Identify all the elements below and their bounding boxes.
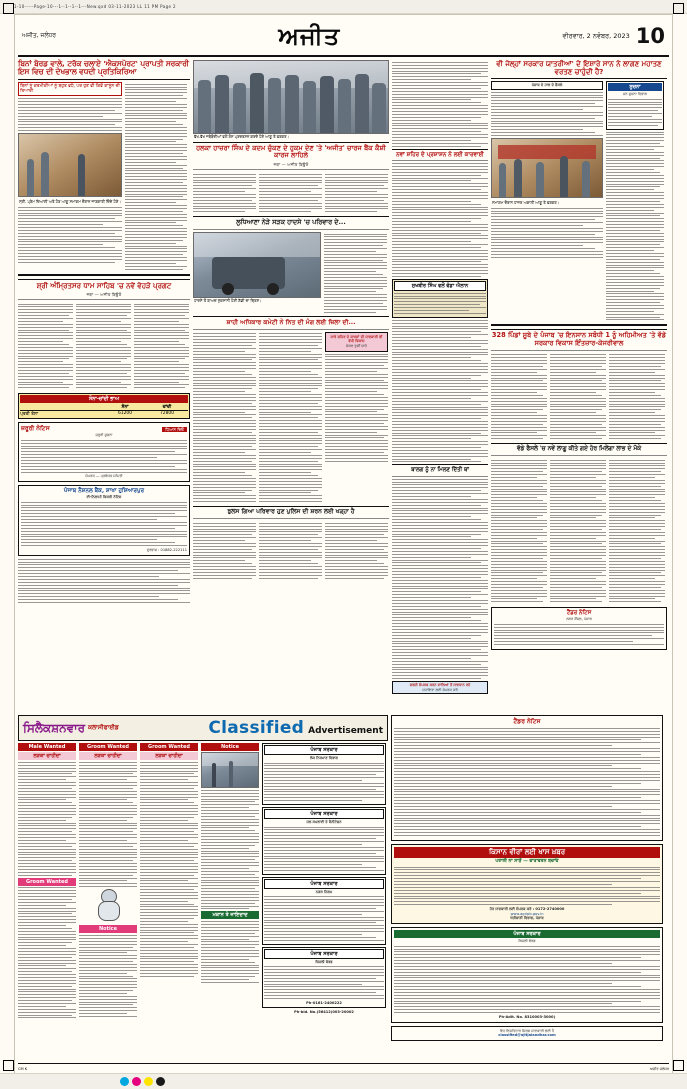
newspaper-sheet <box>14 14 673 1074</box>
page-number: 10 <box>635 23 665 48</box>
masthead-date: ਵੀਰਵਾਰ, 2 ਨਵੰਬਰ, 2023 <box>562 31 630 40</box>
right-photo-1 <box>491 138 603 198</box>
classified-col-body-3 <box>201 790 259 910</box>
crop-mark-tl <box>3 3 14 14</box>
classified-subbox-2: Notice <box>79 925 137 933</box>
right-tender-ad <box>491 607 667 650</box>
right-tender-body <box>494 624 664 645</box>
rate-col-silver: ਚਾਂਦੀ <box>162 405 172 411</box>
rate-silver-value: 72800 <box>160 411 174 417</box>
classified-col-sub-2: ਲੜਕਾ ਚਾਹੀਦਾ <box>140 752 198 760</box>
govt-sub-0: ਲੋਕ ਨਿਰਮਾਣ ਵਿਭਾਗ <box>310 756 338 760</box>
mid-ad-warning <box>392 681 488 694</box>
classified-col-sub-0: ਲੜਕਾ ਚਾਹੀਦਾ <box>18 752 76 760</box>
mid-box-announce <box>392 279 488 318</box>
left-tail-body <box>18 559 190 603</box>
left-ad2-line: ਈ-ਨਿਲਾਮੀ ਵਿਕਰੀ ਨੋਟਿਸ <box>86 495 122 500</box>
classified-email-box <box>391 1026 663 1041</box>
center-body-d <box>324 232 387 315</box>
center-body-g <box>325 354 388 462</box>
center-byline-1: ਜਥਾ — ਅਜੀਤ ਬਿਊਰੋ <box>273 161 309 167</box>
govt-body-0 <box>264 763 384 802</box>
right-body-4c <box>609 458 665 604</box>
center-highlight-box <box>325 332 388 352</box>
left-ad2-contact: ਦੂਰਭਾਸ਼ : 01882-222111 <box>146 547 187 552</box>
left-lead-subhead: ਬਿਨਾਂ ਨੂੰ ਕਰਮੀਕੀਆਂ ਨੂੰ ਬਹੁਤ ਵਧੇ, ਪਰ ਹੁਣ ਵੀ ਕਿਵੇਂ ਕਾਨੂੰਨ ਦੀ ਤਿਆਰੀ <box>18 82 122 97</box>
right-tender-title: ਟੈਂਡਰ ਨੋਟਿਸ <box>566 610 592 617</box>
classified-logo: ਸਿਲੈਕਸ਼ਨਵਾਰ <box>23 720 86 735</box>
classified-col-head-2: Groom Wanted <box>140 743 198 751</box>
classified-photo <box>201 752 259 788</box>
left-photo-1-caption: ਸ੍ਰੀ. ਪ੍ਰੇਮ ਦਿਆਲੀ ਅਤੇ ਹੋਰ ਆਗੂ ਸਮਾਗਮ ਦੌਰਾਨ ਜਾਣਕਾਰੀ ਦਿੰਦੇ ਹੋਏ। <box>19 199 121 205</box>
crop-mark-bl <box>3 1060 14 1071</box>
govt-title-0: ਪੰਜਾਬ ਸਰਕਾਰ <box>264 745 384 755</box>
govt-section-3 <box>262 947 386 1008</box>
mid-body-3 <box>392 479 488 679</box>
govt-notice-body <box>394 946 660 1013</box>
center-headline-2: ਲੁਧਿਆਣਾ ਨੇੜੇ ਸੜਕ ਹਾਦਸੇ 'ਚ ਪਰਿਵਾਰ ਦੇ... <box>236 218 346 227</box>
left-col-a <box>18 302 73 391</box>
classified-col-head-1: Groom Wanted <box>79 743 137 751</box>
left-byline-2: ਜਥਾ — ਅਜੀਤ ਬਿਊਰੋ <box>86 291 122 297</box>
govt-ad-line-2: ਹੋਰ ਜਾਣਕਾਰੀ ਲਈ ਸੰਪਰਕ ਕਰੋ : 0172-2740000 <box>489 907 565 912</box>
govt-title-1: ਪੰਜਾਬ ਸਰਕਾਰ <box>264 809 384 819</box>
sheet-footer <box>18 1063 669 1073</box>
left-ad2-body <box>21 502 187 546</box>
center-photo-2-caption: ਹਾਦਸੇ ਤੋਂ ਬਾਅਦ ਨੁਕਸਾਨੀ ਹੋਈ ਗੱਡੀ ਦਾ ਦ੍ਰਿਸ਼। <box>194 297 262 303</box>
govt-section-0 <box>262 743 386 805</box>
print-footer-bar <box>0 1073 687 1089</box>
mid-box-body <box>394 293 486 314</box>
govt-ad-notice-2 <box>391 927 663 1023</box>
right-headline-3: ਵੱਡੇ ਫੈਸਲੇ 'ਚ ਨਵੇਂ ਲਾਗੂ ਕੀਤੇ ਗਏ ਹੋਰ ਮਿਲੇਗਾ ਲਾਭ ਦੇ ਮੌਕੇ <box>516 446 642 453</box>
left-photo-1 <box>18 133 122 197</box>
left-lead-headline: ਬਿਨਾਂ ਬੋਰਡ ਵਾਲੇ, ਟਰੱਕ ਚਲਾਏ 'ਐਕਸਪੋਰਟ' ਪ੍ਰਾਪਤੀ ਸਰਕਾਰੀ ਇਸ ਵਿਚ ਦੀ ਦੇਖਭਾਲ ਵਧਦੀ ਪ੍ਰਤਿਕਿਰਿਆ <box>18 59 189 77</box>
masthead-edition: ਅਜੀਤ, ਜਲੰਧਰ <box>22 32 57 39</box>
govt-section-1 <box>262 807 386 875</box>
left-body-2 <box>18 207 122 263</box>
classified-col-body-1b <box>79 935 137 1017</box>
govt-ad-tender <box>391 715 663 841</box>
right-sidebar-box <box>606 81 664 129</box>
left-ad-subtitle: ਜ਼ਰੂਰੀ ਸੂਚਨਾ <box>95 433 113 438</box>
left-col-b <box>76 302 131 391</box>
left-ad-footer: ਸੰਪਰਕ — ਪ੍ਰਬੰਧਕ ਸਮਿਤੀ <box>85 474 123 479</box>
footer-right-text: ਅਜੀਤ ਜਲੰਧਰ <box>649 1066 669 1071</box>
right-photo-caption: ਸਮਾਗਮ ਦੌਰਾਨ ਹਾਜ਼ਰ ਅਕਾਲੀ ਆਗੂ ਤੇ ਵਰਕਰ। <box>492 200 560 206</box>
left-ad-body <box>21 440 187 473</box>
govt-sub-1: ਜਲ ਸਪਲਾਈ ਤੇ ਸੈਨੀਟੇਸ਼ਨ <box>306 820 342 825</box>
left-ad-bank <box>18 485 190 555</box>
footer-left-mark: CM K <box>18 1066 28 1071</box>
right-body-2 <box>491 208 603 258</box>
left-ad2-title: ਪੰਜਾਬ ਨੈਸ਼ਨਲ ਬੈਂਕ, ਸ਼ਾਖਾ ਹੁਸ਼ਿਆਰਪੁਰ <box>63 488 145 495</box>
right-sidebar-body <box>608 99 662 126</box>
center-body-e <box>193 332 256 504</box>
govt-ad-body <box>394 867 660 906</box>
classified-email[interactable]: classified@ajitjalandhar.com <box>498 1033 556 1038</box>
classified-subbox-0: Groom Wanted <box>18 878 76 886</box>
classified-section <box>18 715 669 1069</box>
govt-title-3: ਪੰਜਾਬ ਸਰਕਾਰ <box>264 949 384 959</box>
center-box-line2: ਜੇਕਰ ਤੁਸੀਂ ਚਾਹੋ <box>346 343 367 348</box>
classified-col-body-0 <box>18 762 76 876</box>
rate-row-label: ਪ੍ਰਤੀ ਤੋਲਾ <box>20 412 39 418</box>
center-photo-main <box>193 60 389 134</box>
center-photo-caption: ਵੱਖ-ਵੱਖ ਜਥੇਬੰਦੀਆਂ ਵਲੋਂ ਰੋਸ ਪ੍ਰਦਰਸ਼ਨ ਕਰਦੇ ਹੋਏ ਆਗੂ ਤੇ ਵਰਕਰ। <box>194 134 290 139</box>
right-lead-body <box>491 92 603 136</box>
classified-contact: Ph-0161-2400222 <box>306 1000 342 1005</box>
center-photo-2 <box>193 232 321 298</box>
govt-section-2 <box>262 877 386 945</box>
govt-ad-farmers <box>391 844 663 924</box>
masthead-right <box>562 23 665 48</box>
classified-subbox-4: ਮਕਾਨ ਤੇ ਜਾਇਦਾਦ <box>201 911 259 919</box>
left-headline-2: ਸ਼੍ਰੀ ਅੰਮ੍ਰਿਤਸਰ ਧਾਮ ਸਾਹਿਬ 'ਚ ਨਵੇਂ ਵੇਹੜੇ ਪ੍ਰਗਟ <box>36 281 172 290</box>
center-headline-1: ਹਲਕਾ ਹਾਜ਼ਰਾ ਸਿੰਘ ਦੇ ਕਦਮ ਚੁੱਕਣ ਦੇ ਹੁਕਮ ਦੇਣ 'ਤੇ 'ਅਜੀਤ' ਚਾਰਜ ਬੈਂਕ ਕੈਸ਼ੀ ਕਾਰਜ ਲਾਹਿਲੇ <box>196 143 386 160</box>
govt-ad-web[interactable]: www.agripb.gov.in <box>510 911 544 916</box>
classified-word-sub: Advertisement <box>308 726 383 736</box>
right-body-4a <box>491 458 547 604</box>
right-lead-sub: ਪੰਜਾਬ ਦੇ ਹਾਲ ਦੇ ਫੈਸਲੇ <box>491 81 603 90</box>
crop-mark-br <box>673 1060 684 1071</box>
govt-ad-title: ਕਿਸਾਨ ਵੀਰਾਂ ਲਈ ਖਾਸ ਖ਼ਬਰ <box>394 847 660 858</box>
mascot-icon <box>95 889 121 923</box>
left-side-body <box>125 84 187 270</box>
center-body-j <box>325 521 388 581</box>
right-side-body <box>606 132 664 321</box>
right-sidebar-sub: ਜਨ ਸੂਚਨਾ ਵਿਭਾਗ <box>622 92 648 97</box>
right-tender-line: ਨਗਰ ਕੌਂਸਲ, ਪੰਜਾਬ <box>566 617 592 622</box>
right-body-3b <box>550 353 606 442</box>
govt-ad-line-1: ਪਰਾਲੀ ਨਾ ਸਾੜੋ — ਵਾਤਾਵਰਨ ਬਚਾਓ <box>495 858 559 864</box>
govt-body-1 <box>264 827 384 871</box>
print-header-bar: 1-10-----Page-10---1--1--1--1---New.qxd 03-11-2023 LL 11 PM Page 2 <box>0 0 687 14</box>
center-body-f <box>259 332 322 504</box>
classified-col-body-2 <box>140 762 198 977</box>
right-lead-headline: ਵੀ ਜੇਲ੍ਹਾਂ ਸਰਕਾਰ ਯਾਤਰੀਆਂ' ਦੇ ਇਸ਼ਾਰੇ ਸਾਨ ਨੇ ਲਾਗਣ ਮਹਾਤਣ ਵਰਤਣ ਚਾਹੁੰਦੀ ਹੈ? <box>496 60 662 77</box>
cmyk-marks-left <box>120 1077 165 1086</box>
right-sidebar-title: ਸੂਚਨਾ <box>608 83 662 91</box>
mid-headline-3: ਬਾਲਗ ਨੂੰ ਨਾ ਮਿਲਣ ਦਿੱਤੀ ਥਾਂ <box>411 467 469 474</box>
masthead <box>18 17 669 57</box>
classified-band <box>18 715 388 741</box>
classified-col-body-3b <box>201 921 259 983</box>
classified-helpline: Ph-Adit. No. 8310003-3000) <box>498 1015 556 1020</box>
right-headline-2: 328 ਪਿੰਡਾਂ ਸੂਬੇ ਦੇ ਪੰਜਾਬ 'ਚ ਇਨਸਾਨ ਸਬੰਧੀ 1 ਨੂੰ ਅਹਿਮੀਅਤ 'ਤੇ ਵੱਡੇ ਸਰਕਾਰ ਵਿਕਾਸ ਇੰਤਜ਼ਾਰ-ਕੇਜਰੀਵਾਲ <box>491 331 667 347</box>
gold-silver-rate-box <box>18 393 190 419</box>
rate-box-title: ਸੋਨਾ-ਚਾਂਦੀ ਭਾਅ <box>20 395 188 403</box>
govt-sub-2: ਨਗਰ ਨਿਗਮ <box>315 889 333 894</box>
govt-body-3 <box>264 966 384 999</box>
govt-notice-head: ਪੰਜਾਬ ਸਰਕਾਰ <box>394 930 660 938</box>
classified-word: Classified <box>208 718 305 738</box>
classified-col-head-0: Male Wanted <box>18 743 76 751</box>
govt-title-2: ਪੰਜਾਬ ਸਰਕਾਰ <box>264 879 384 889</box>
mid-ad-head: ਫਰਜ਼ੀ ਸੰਪਰਕ ਕਰਨ ਵਾਲਿਆਂ ਤੋਂ ਸਾਵਧਾਨ ਰਹੋ <box>409 682 471 687</box>
classified-notice-text: ਇਹ ਇਸ਼ਤਿਹਾਰ ਸਿਰਫ਼ ਜਾਣਕਾਰੀ ਲਈ ਹੈ <box>499 1028 555 1033</box>
center-body-i <box>259 521 322 581</box>
right-body-4b <box>550 458 606 604</box>
right-body-3a <box>491 353 547 442</box>
govt-ad-dept: ਖੇਤੀਬਾੜੀ ਵਿਭਾਗ, ਪੰਜਾਬ <box>510 916 544 921</box>
classified-col-body-0b <box>18 887 76 1018</box>
govt-ad-tender-body <box>394 728 660 836</box>
crop-mark-tr <box>673 3 684 14</box>
center-headline-4: ਝੁਲਸ ਗਿਆ ਪਰਿਵਾਰ ਹੁਣ ਪੁਲਿਸ ਦੀ ਸ਼ਰਨ ਲਈ ਖੜ੍ਹਾ ਹੈ <box>227 508 355 515</box>
left-lead-body <box>18 98 122 131</box>
left-ad-badge: ਧਿਆਨ ਦਿਓ <box>162 427 187 432</box>
center-body-a <box>193 172 256 214</box>
mid-body-2 <box>392 320 488 463</box>
classified-logo-sub: ਕਲਾਸੀਫਾਈਡ <box>88 724 119 731</box>
left-ad-notice <box>18 422 190 482</box>
right-tender-title-2: ਟੈਂਡਰ ਨੋਟਿਸ <box>513 718 541 725</box>
classified-col-head-3: Notice <box>201 743 259 751</box>
rate-col-gold: ਸੋਨਾ <box>121 405 129 411</box>
left-ad-title: ਜ਼ਰੂਰੀ ਨੋਟਿਸ <box>21 425 50 433</box>
rate-gold-value: 61200 <box>118 411 132 417</box>
mid-ad-line: ਸਹਾਇਤਾ ਲਈ ਸੰਪਰਕ ਕਰੋ <box>422 687 458 692</box>
mid-body-1 <box>392 163 488 277</box>
classified-col-sub-1: ਲੜਕਾ ਚਾਹੀਦਾ <box>79 752 137 760</box>
right-body-3c <box>609 353 665 442</box>
govt-body-2 <box>264 896 384 940</box>
center-headline-3: ਸ਼ਾਹੀ ਅਧਿਕਾਰ ਕਮੇਟੀ ਨੇ ਨਿਤ ਦੀ ਮੰਗ ਲਈ ਜ਼ਿਲਾ ਦੀ... <box>226 319 356 327</box>
mid-headline-2: ਸੁਖਬੀਰ ਸਿੰਘ ਵਲੋਂ ਵੱਡਾ ਐਲਾਨ <box>394 281 486 291</box>
masthead-logo: ਅਜੀਤ <box>278 22 341 50</box>
left-col-c <box>134 302 189 391</box>
center-body-b <box>259 172 322 214</box>
classified-col-body-1 <box>79 762 137 887</box>
center-body-c <box>325 172 388 214</box>
mid-body-top <box>392 62 488 147</box>
mid-headline-1: ਨਵਾਂ ਸ਼ਹਿਰ ਦੇ ਪ੍ਰਸ਼ਾਸ਼ਨ ਨੇ ਲਈ ਕਾਰਵਾਈ <box>396 151 484 158</box>
govt-notice-sub: ਬਿਜਲੀ ਬੋਰਡ <box>518 939 536 944</box>
govt-sub-3: ਬਿਜਲੀ ਬੋਰਡ <box>315 959 333 964</box>
center-box-head: ਸਾਰੇ ਸ਼ਹਿਰ ਦੇ ਕਾਰਜਾਂ ਦੀ ਜਾਣਕਾਰੀ ਵੀ ਵੱਧੀ ਵਿਕਾਸ <box>330 334 383 344</box>
classified-contact-2: Ph-bid. No.(56412)003-20002 <box>294 1009 354 1014</box>
center-body-h <box>193 521 256 581</box>
